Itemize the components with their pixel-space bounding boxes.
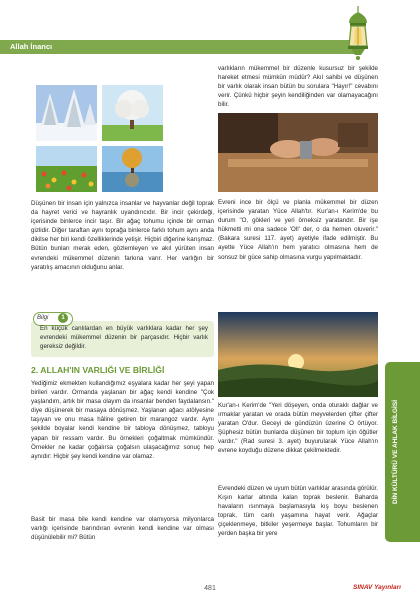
section-heading: 2. ALLAH'IN VARLIĞI VE BİRLİĞİ [31, 365, 165, 375]
right-paragraph-1: varlıkların mükemmel bir düzenle kusursuz bir şekilde hareket etmesi mümkün müdür? Akıl sahibi ve düşünen bir varlık olarak insan bütün bu sorulara "Hayır!" cevabını verir. Çünkü hiçbir şeyin kendiliğinden var olamayacağını bilir. [218, 65, 378, 109]
lantern-icon [340, 6, 376, 68]
right-paragraph-2: Evreni ince bir ölçü ve planla mükemmel bir düzen içerisinde yaratan Yüce Allah'tır. Kur'an-ı Kerim'de bu durum "O, gökleri ve yeri örneksiz yaratandır. Bir işe hükmetti mi ona sadece 'Ol!' der, o da hemen oluverir." (Bakara suresi 117. ayet) ayetiyle ifade edilmiştir. Bu ayette Yüce Allah'ın hem yaratıcı olmasına hem de sonsuz bir güce sahip olmasına vurgu yapılmaktadır. [218, 199, 378, 261]
header-band [0, 40, 356, 54]
info-number: 1 [58, 313, 68, 323]
left-paragraph-3: Basit bir masa bile kendi kendine var olamıyorsa milyonlarca varlığı içerisinde barındıran evrenin kendi kendine var olması düşünülebilir mi? Bütün [31, 516, 214, 542]
flower-field-image [36, 146, 97, 192]
autumn-tree-lake-image [102, 146, 163, 192]
info-text: En küçük canlılardan en büyük varlıklara kadar her şey evrendeki mükemmel düzenin bir parçasıdır. Hiçbir varlık gereksiz değildir. [40, 325, 208, 351]
info-label: Bilgi [37, 315, 49, 321]
sidebar-tab-label: DİN KÜLTÜRÜ VE AHLAK BİLGİSİ [392, 400, 399, 504]
spring-blossom-tree-image [102, 85, 163, 141]
section-label: Allah İnancı [10, 42, 53, 51]
right-paragraph-4: Evrendeki düzen ve uyum bütün varlıklar arasında görülür. Kışın karlar altında kalan toprak beslenir. Baharda havaların ısınmaya başlamasıyla kış boyu beslenen toprak, tüm canlı yaşamına hayat verir. Ağaçlar çiçeklenmeye, bitkiler yeşermeye başlar. Tohumların bir yerden başka bir yere [218, 485, 378, 538]
left-paragraph-1: Düşünen bir insan için yalnızca insanlar ve hayvanlar değil toprak da hayret verici ve hayranlık uyandırıcıdır. Bir incir çekirdeği, içerisinde binlerce incir taşır. Bir ağaç tohumu içinde bir orman gizlidir. Diğer taraftan aynı toprağa binlerce farklı tohum aynı anda dikilse her biri kendi özelliklerinde yetişir. Hiçbiri diğerine karışmaz. Bütün bunları merak eden, gözlemleyen ve akıl yürüten insan evrendeki mükemmel düzenin farkına varır. Her varlığın bir yaratılış amacının olduğunu anlar. [31, 200, 214, 271]
left-paragraph-2: Yediğimiz ekmekten kullandığımız eşyalara kadar her şeyi yapan birileri vardır. Ormanda yaşlanan bir ağaç kendi kendine "Çok yaşlandım, artık bir masa olayım da insanlar benden faydalansın." diye düşünerek bir masaya dönüşmez. Yaşlanan ağacı atölyesine taşıyan ve onu masa hâline getiren bir marangoz vardır. Aynı şekilde boyalar kendi kendine bir tabloya dönüşmez, tabloyu yapan bir ressam vardır. Bu örnekleri çoğaltmak mümkündür. Örnekler ne kadar çoğalırsa çoğalsın ulaşacağımız sonuç hep aynıdır: Hiçbir şey kendi kendine var olamaz. [31, 380, 214, 460]
brand-logo: SINAV Yayınları [353, 584, 401, 591]
right-paragraph-3: Kur'an-ı Kerim'de "Yeri döşeyen, onda oturaklı dağlar ve ırmaklar yaratan ve orada bütün meyvelerden çifter çifter yaratan O'dur. Geceyi de gündüzün üzerine O örtüyor. Şüphesiz bütün bunlarda düşünen bir toplum için öğütler vardır." (Rad suresi 3. ayet) buyurularak Yüce Allah'ın evrene koyduğu düzene dikkat çekilmektedir. [218, 402, 378, 455]
sunset-landscape-image [218, 312, 378, 397]
winter-snowy-trees-image [36, 85, 97, 141]
carpenter-woodwork-image [218, 113, 378, 192]
page-number: 481 [204, 585, 216, 592]
